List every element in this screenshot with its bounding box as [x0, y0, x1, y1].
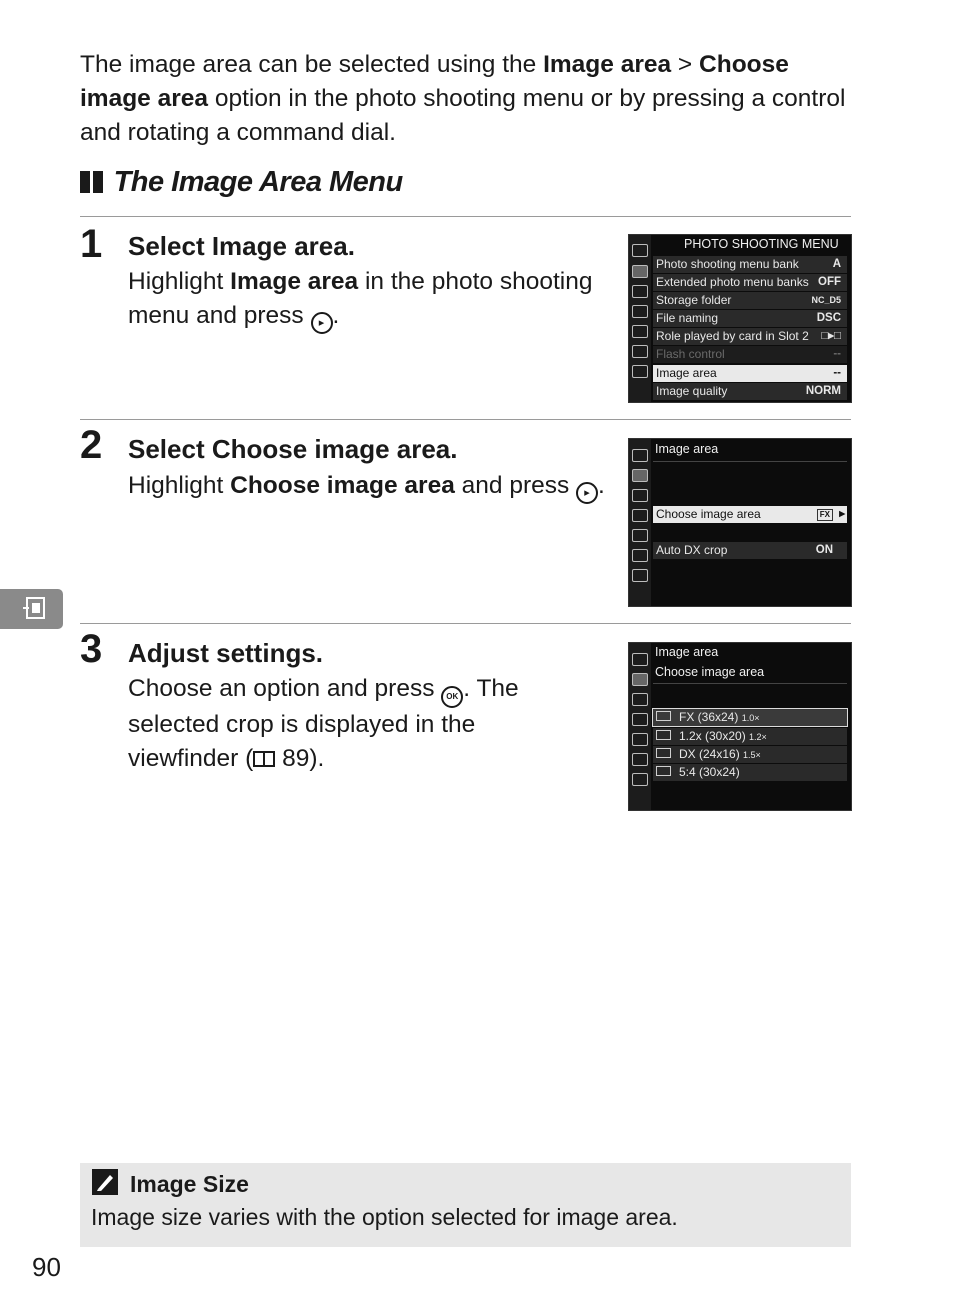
- camera-tab-icon: [632, 673, 648, 686]
- movie-tab-icon: [632, 489, 648, 502]
- image-area-chapter-icon: [23, 595, 47, 621]
- option-fx: FX (36x24) 1.0×: [653, 709, 847, 726]
- step-body: Highlight Choose image area and press ▸ .: [128, 469, 608, 504]
- wrench-tab-icon: [632, 733, 648, 746]
- page-reference-icon: [253, 751, 275, 767]
- multi-selector-right-icon: ▸: [576, 482, 598, 504]
- retouch-tab-icon: [632, 753, 648, 766]
- camera-tab-icon: [632, 469, 648, 482]
- option-dx: DX (24x16) 1.5×: [653, 746, 847, 763]
- intro-separator: >: [671, 51, 700, 78]
- menu-item: Extended photo menu banks OFF: [653, 274, 847, 291]
- section-marker-icon: [80, 171, 90, 193]
- screen-subtitle: Choose image area: [655, 665, 765, 679]
- movie-tab-icon: [632, 285, 648, 298]
- camera-screen-image-area: [628, 438, 852, 607]
- intro-text: The image area can be selected using the: [80, 51, 544, 78]
- movie-tab-icon: [632, 693, 648, 706]
- page-number: 90: [32, 1252, 61, 1282]
- screen-title: Image area: [655, 645, 719, 659]
- intro-bold-choose-image-area: Choose image area: [80, 51, 789, 112]
- menu-item: Storage folder NC_D5: [653, 292, 847, 309]
- note-box: [80, 1163, 851, 1247]
- intro-text-end: option in the photo shooting menu or by pressing a control and rotating a command dial.: [80, 85, 846, 146]
- menu-item-highlighted: Choose image area FX ▸: [653, 506, 847, 523]
- intro-paragraph: [80, 48, 850, 150]
- step-number: 3: [80, 627, 103, 671]
- pencil-tab-icon: [632, 509, 648, 522]
- wrench-tab-icon: [632, 325, 648, 338]
- divider: [80, 216, 851, 217]
- chapter-tab: [0, 589, 63, 629]
- divider: [80, 623, 851, 624]
- divider: [80, 419, 851, 420]
- menu-item: Photo shooting menu bank A: [653, 256, 847, 273]
- screen-title: Image area: [655, 442, 719, 456]
- step-title: Select Choose image area.: [128, 434, 458, 464]
- menu-item: Auto DX crop ON: [653, 542, 847, 559]
- playback-tab-icon: [632, 653, 648, 666]
- step-number: 1: [80, 222, 103, 266]
- option-1-2x: 1.2x (30x20) 1.2×: [653, 728, 847, 745]
- step-title: Select Image area.: [128, 231, 355, 261]
- pencil-tab-icon: [632, 305, 648, 318]
- my-menu-tab-icon: [632, 365, 648, 378]
- pencil-tab-icon: [632, 713, 648, 726]
- pencil-note-icon: [92, 1169, 118, 1195]
- retouch-tab-icon: [632, 549, 648, 562]
- my-menu-tab-icon: [632, 569, 648, 582]
- camera-screen-photo-menu: [628, 234, 852, 403]
- step-title: Adjust settings.: [128, 638, 324, 668]
- menu-item: Role played by card in Slot 2 □▸□: [653, 328, 847, 345]
- wrench-tab-icon: [632, 529, 648, 542]
- menu-tab-strip: [629, 643, 651, 810]
- menu-item-highlighted: Image area --: [653, 365, 847, 382]
- ok-button-icon: OK: [441, 686, 463, 708]
- playback-tab-icon: [632, 244, 648, 257]
- screen-title: PHOTO SHOOTING MENU: [684, 237, 839, 251]
- camera-screen-choose-image-area: [628, 642, 852, 811]
- section-title: [80, 166, 403, 199]
- note-title: Image Size: [130, 1171, 249, 1197]
- step-number: 2: [80, 423, 103, 467]
- option-5-4: 5:4 (30x24): [653, 764, 847, 781]
- note-text: Image size varies with the option selected for image area.: [91, 1204, 678, 1230]
- my-menu-tab-icon: [632, 773, 648, 786]
- menu-item: Image quality NORM: [653, 383, 847, 400]
- section-marker-icon: [93, 171, 103, 193]
- menu-tab-strip: [629, 439, 651, 606]
- menu-item: Flash control --: [653, 346, 847, 363]
- intro-bold-image-area: Image area: [543, 51, 672, 78]
- step-body: Choose an option and press OK . The selected crop is displayed in the viewfinder ( 89).: [128, 675, 519, 772]
- retouch-tab-icon: [632, 345, 648, 358]
- camera-tab-icon: [632, 265, 648, 278]
- section-title-text: The Image Area Menu: [113, 166, 403, 198]
- menu-item: File naming DSC: [653, 310, 847, 327]
- multi-selector-right-icon: ▸: [311, 312, 333, 334]
- playback-tab-icon: [632, 449, 648, 462]
- menu-tab-strip: [629, 235, 651, 402]
- step-body: Highlight Image area in the photo shooting menu and press ▸ .: [128, 265, 608, 334]
